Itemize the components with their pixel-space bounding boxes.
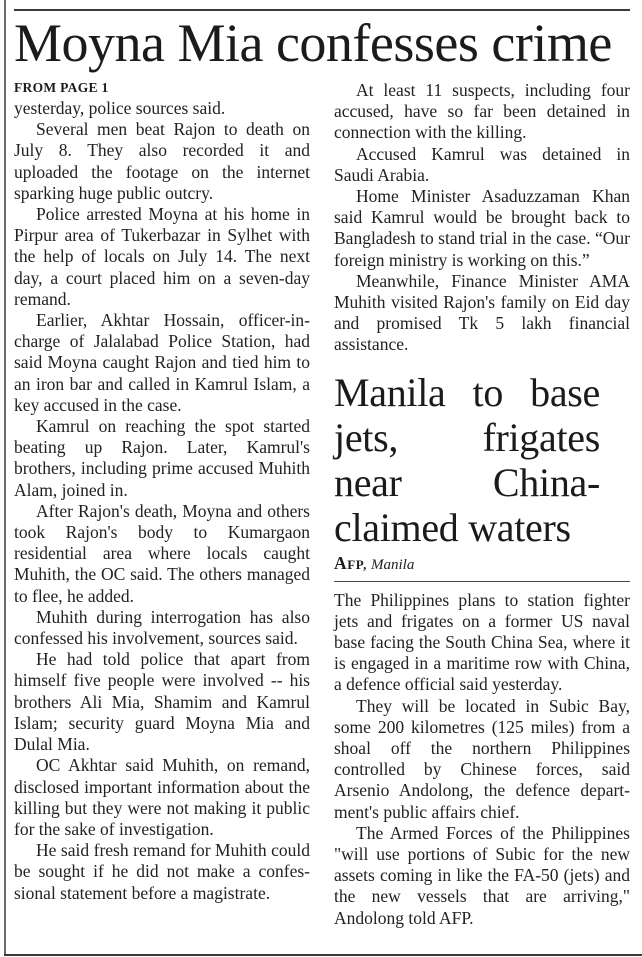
body-paragraph: Police arrested Moyna at his home in Pirpur area of Tukerbazar in Sylhet with the help of locals on July 14. The next day, a court placed him on a seven-day remand. xyxy=(14,204,310,309)
body-paragraph: yesterday, police sources said. xyxy=(14,98,226,118)
body-paragraph: He said fresh remand for Muhith could be sought if he did not make a confessional statement before a magistrate. xyxy=(14,840,310,903)
body-paragraph: Earlier, Akhtar Hossain, officer-in-charge of Jalalabad Police Station, had said Moyna caught Rajon and tied him to an iron bar and called in Kamrul Islam, a key accused in the case. xyxy=(14,310,310,415)
bottom-rule xyxy=(4,954,642,956)
top-rule xyxy=(14,9,630,11)
article2-byline xyxy=(334,553,630,575)
article2 xyxy=(334,370,630,929)
body-paragraph: The Philippines plans to station fighter jets and frigates on a former US naval base facing the South China Sea, where it is engaged in a maritime row with China, a defence official said yesterday. xyxy=(334,589,630,695)
body-paragraph: They will be located in Subic Bay, some 200 kilometres (125 miles) from a shoal off the northern Philippines controlled by Chinese forces, said Arsenio Andolong, the defence department's public affairs chief. xyxy=(334,695,630,822)
body-paragraph: Muhith during interrogation has also confessed his involvement, sources said. xyxy=(14,606,310,649)
body-paragraph: Home Minister Asaduzzaman Khan said Kamrul would be brought back to Bangladesh to stand trial in the case. “Our foreign ministry is working on this.” xyxy=(334,186,630,270)
body-paragraph: At least 11 suspects, including four accused, have so far been detained in connection with the killing. xyxy=(334,80,630,143)
page-content xyxy=(14,0,630,929)
body-paragraph: The Armed Forces of the Philippines "will use portions of Subic for the new assets coming in like the FA-50 (jets) and the new vessels that are arriving," Andolong told AFP. xyxy=(334,822,630,928)
right-column xyxy=(334,80,630,929)
left-column xyxy=(14,80,310,929)
columns xyxy=(14,80,630,929)
page-left-border xyxy=(4,0,6,955)
body-paragraph: After Rajon's death, Moyna and others took Rajon's body to Kumargaon residential area where locals caught Muhith, the OC said. The others managed to flee, he added. xyxy=(14,500,310,606)
body-paragraph: Kamrul on reaching the spot started beating up Rajon. Later, Kamrul's brothers, including prime accused Muhith Alam, joined in. xyxy=(14,416,310,500)
body-paragraph: Meanwhile, Finance Minister AMA Muhith visited Rajon's family on Eid day and promised Tk 5 lakh financial assistance. xyxy=(334,270,630,355)
body-paragraph: Several men beat Rajon to death on July 8. They also recorded it and uploaded the footage on the internet sparking huge public outcry. xyxy=(14,119,310,203)
body-paragraph: Accused Kamrul was detained in Saudi Arabia. xyxy=(334,143,630,185)
article1-headline: Moyna Mia confesses crime xyxy=(14,13,612,73)
byline-rule xyxy=(334,581,630,582)
byline-location: Manila xyxy=(371,556,415,573)
byline-agency: AFP, xyxy=(334,552,367,573)
body-paragraph: He had told police that apart from himself five people were involved -- his brothers Ali Mia, Shamim and Kamrul Islam; security guard Moyna Mia and Dulal Mia. xyxy=(14,649,310,755)
body-paragraph: OC Akhtar said Muhith, on remand, disclosed important information about the killing but they were not making it public for the sake of investigation. xyxy=(14,755,310,839)
continuation-label: FROM PAGE 1 xyxy=(14,80,109,95)
article2-headline: Manila to base jets, frigates near China-claimed waters xyxy=(334,369,600,550)
